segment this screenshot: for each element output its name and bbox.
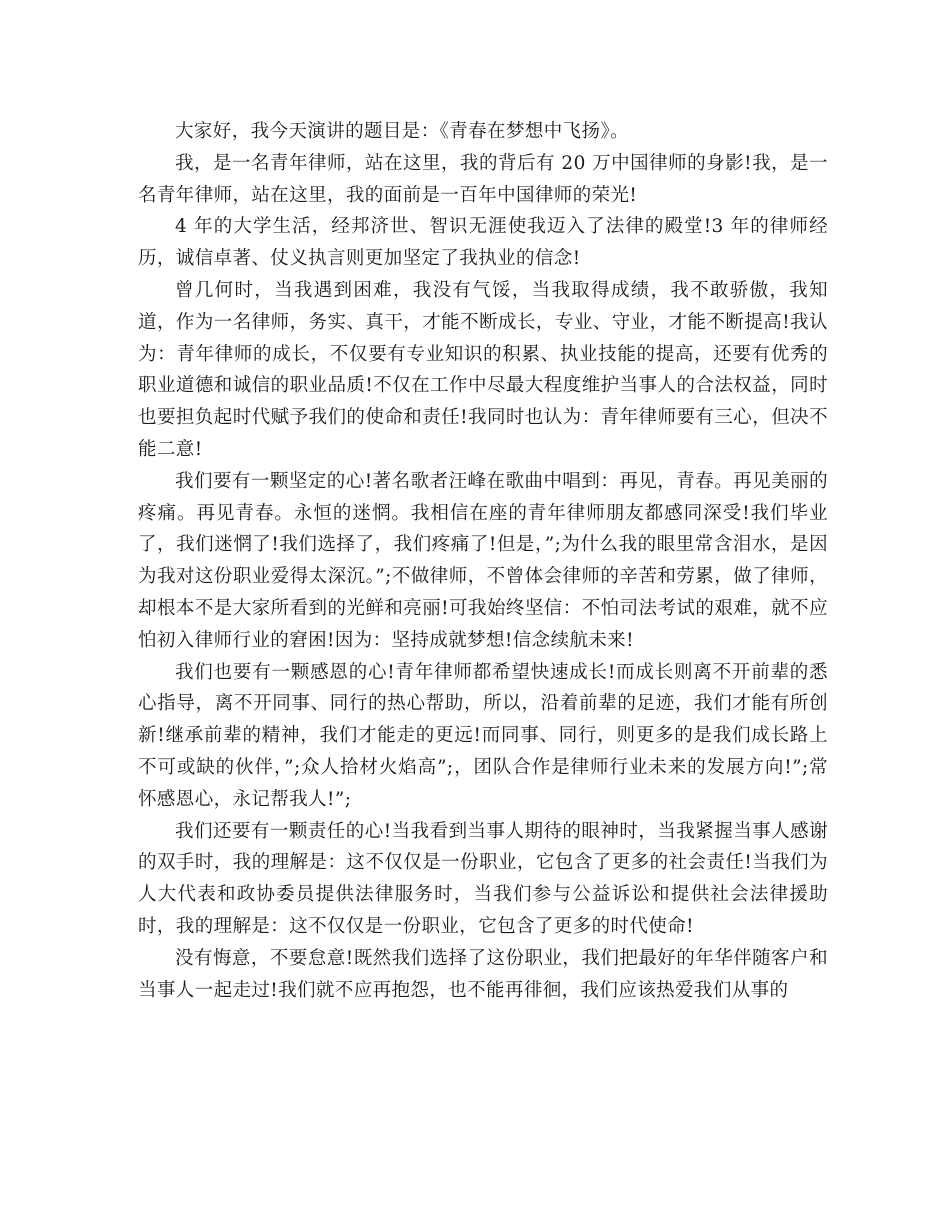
paragraph-firm-heart: 我们要有一颗坚定的心!著名歌者汪峰在歌曲中唱到：再见，青春。再见美丽的疼痛。再见青春。永恒的迷惘。我相信在座的青年律师朋友都感同深受!我们毕业了，我们迷惘了!我们选择了，我们疼痛了!但是，”;为什么我的眼里常含泪水，是因为我对这份职业爱得太深沉。”;不做律师，不曾体会律师的辛苦和劳累，做了律师，却根本不是大家所看到的光鲜和亮丽!可我始终坚信：不怕司法考试的艰难，就不应怕初入律师行业的窘困!因为：坚持成就梦想!信念续航未来! <box>138 470 828 651</box>
paragraph-growth: 曾几何时，当我遇到困难，我没有气馁，当我取得成绩，我不敢骄傲，我知道，作为一名律师，务实、真干，才能不断成长，专业、守业，才能不断提高!我认为：青年律师的成长，不仅要有专业知识的积累、执业技能的提高，还要有优秀的职业道德和诚信的职业品质!不仅在工作中尽最大程度维护当事人的合法权益，同时也要担负起时代赋予我们的使命和责任!我同时也认为：青年律师要有三心，但决不能二意! <box>138 279 828 460</box>
speech-body <box>138 116 828 1006</box>
paragraph-no-regret: 没有悔意，不要怠意!既然我们选择了这份职业，我们把最好的年华伴随客户和当事人一起走过!我们就不应再抱怨，也不能再徘徊，我们应该热爱我们从事的 <box>138 947 828 1001</box>
paragraph-responsible-heart: 我们还要有一颗责任的心!当我看到当事人期待的眼神时，当我紧握当事人感谢的双手时，我的理解是：这不仅仅是一份职业，它包含了更多的社会责任!当我们为人大代表和政协委员提供法律服务时，当我们参与公益诉讼和提供社会法律援助时，我的理解是：这不仅仅是一份职业，它包含了更多的时代使命! <box>138 820 828 937</box>
paragraph-intro: 大家好，我今天演讲的题目是：《青春在梦想中飞扬》。 <box>175 121 630 142</box>
paragraph-identity: 我，是一名青年律师，站在这里，我的背后有 20 万中国律师的身影!我，是一名青年律师，站在这里，我的面前是一百年中国律师的荣光! <box>138 152 828 206</box>
paragraph-experience: 4 年的大学生活，经邦济世、智识无涯使我迈入了法律的殿堂!3 年的律师经历，诚信卓著、仗义执言则更加坚定了我执业的信念! <box>138 216 828 270</box>
paragraph-grateful-heart: 我们也要有一颗感恩的心!青年律师都希望快速成长!而成长则离不开前辈的悉心指导，离不开同事、同行的热心帮助，所以，沿着前辈的足迹，我们才能有所创新!继承前辈的精神，我们才能走的更远!而同事、同行，则更多的是我们成长路上不可或缺的伙伴，”;众人拾材火焰高”;，团队合作是律师行业未来的发展方向!”;常怀感恩心，永记帮我人!”; <box>138 661 828 810</box>
